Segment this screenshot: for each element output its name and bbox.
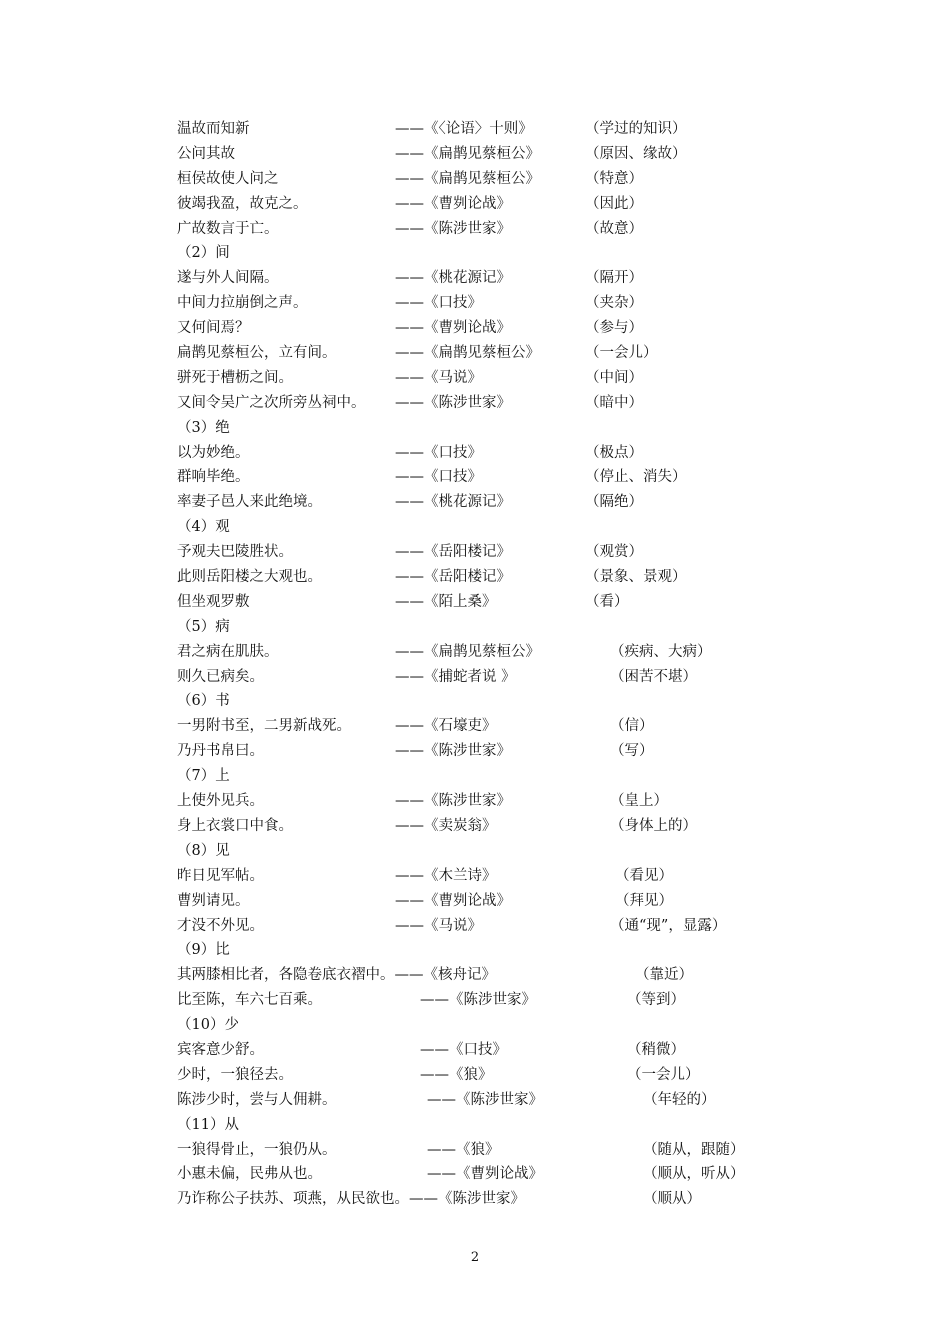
section-heading <box>177 515 777 540</box>
example-row <box>177 864 777 889</box>
word-meaning: （稍微） <box>627 1041 685 1058</box>
word-meaning: （皇上） <box>610 793 668 810</box>
example-row <box>177 341 777 366</box>
word-meaning: （景象、景观） <box>585 569 687 586</box>
section-heading <box>177 689 777 714</box>
word-meaning: （参与） <box>585 320 643 337</box>
example-row <box>177 714 777 739</box>
vocabulary-list <box>177 117 777 1212</box>
example-row <box>177 814 777 839</box>
example-row <box>177 1038 777 1063</box>
word-meaning: （看） <box>585 593 629 610</box>
word-meaning: （拜见） <box>615 892 673 909</box>
example-sentence: 乃诈称公子扶苏、项燕，从民欲也。——《陈涉世家》 <box>177 1191 525 1208</box>
example-sentence: 遂与外人间隔。 <box>177 270 279 287</box>
word-meaning: （夹杂） <box>585 295 643 312</box>
word-meaning: （信） <box>610 718 654 735</box>
example-row <box>177 739 777 764</box>
word-meaning: （学过的知识） <box>585 121 687 137</box>
example-row <box>177 640 777 665</box>
example-row <box>177 1187 777 1212</box>
example-row <box>177 316 777 341</box>
example-row <box>177 366 777 391</box>
source-title: ——《曹刿论战》 <box>395 892 511 909</box>
example-row <box>177 1088 777 1113</box>
word-meaning: （停止、消失） <box>585 469 687 486</box>
source-title: ——《马说》 <box>395 369 482 386</box>
example-row <box>177 565 777 590</box>
example-row <box>177 988 777 1013</box>
source-title: ——《口技》 <box>395 469 482 486</box>
source-title: ——《狼》 <box>420 1066 493 1083</box>
example-sentence: 此则岳阳楼之大观也。 <box>177 569 322 586</box>
source-title: ——《扁鹊见蔡桓公》 <box>395 145 540 162</box>
example-row <box>177 540 777 565</box>
word-meaning: （随从，跟随） <box>643 1141 745 1158</box>
section-heading-text: （6）书 <box>177 693 230 710</box>
example-sentence: 身上衣裳口中食。 <box>177 817 293 834</box>
section-heading-text: （9）比 <box>177 942 230 959</box>
example-row <box>177 590 777 615</box>
source-title: ——《曹刿论战》 <box>395 320 511 337</box>
section-heading-text: （4）观 <box>177 519 230 536</box>
example-row <box>177 441 777 466</box>
word-meaning: （特意） <box>585 170 643 187</box>
example-row <box>177 889 777 914</box>
source-title: ——《曹刿论战》 <box>395 195 511 212</box>
source-title: ——《岳阳楼记》 <box>395 569 511 586</box>
source-title: ——《石壕吏》 <box>395 718 497 735</box>
source-title: ——《扁鹊见蔡桓公》 <box>395 170 540 187</box>
example-sentence: 又何间焉？ <box>177 320 250 337</box>
example-sentence: 温故而知新 <box>177 121 250 137</box>
word-meaning: （写） <box>610 743 654 760</box>
example-row <box>177 142 777 167</box>
example-sentence: 才没不外见。 <box>177 917 264 934</box>
example-row <box>177 465 777 490</box>
section-heading <box>177 764 777 789</box>
section-heading-text: （7）上 <box>177 768 230 785</box>
example-sentence: 乃丹书帛曰。 <box>177 743 264 760</box>
example-sentence: 广故数言于亡。 <box>177 220 279 237</box>
example-sentence: 彼竭我盈，故克之。 <box>177 195 308 212</box>
word-meaning: （隔绝） <box>585 494 643 511</box>
source-title: ——《捕蛇者说 》 <box>395 668 516 685</box>
example-row <box>177 167 777 192</box>
section-heading-text: （10）少 <box>177 1017 239 1034</box>
example-sentence: 陈涉少时，尝与人佣耕。 <box>177 1091 337 1108</box>
example-sentence: 上使外见兵。 <box>177 793 264 810</box>
word-meaning: （隔开） <box>585 270 643 287</box>
example-sentence: 小惠未偏，民弗从也。 <box>177 1166 322 1183</box>
source-title: ——《陈涉世家》 <box>395 220 511 237</box>
source-title: ——《马说》 <box>395 917 482 934</box>
example-sentence: 宾客意少舒。 <box>177 1041 264 1058</box>
word-meaning: （暗中） <box>585 394 643 411</box>
source-title: ——《陈涉世家》 <box>427 1091 543 1108</box>
source-title: ——《桃花源记》 <box>395 494 511 511</box>
source-title: ——《岳阳楼记》 <box>395 544 511 561</box>
example-row <box>177 117 777 142</box>
example-row <box>177 963 777 988</box>
word-meaning: （年轻的） <box>643 1091 716 1108</box>
source-title: ——《〈论语〉十则》 <box>395 121 533 137</box>
example-sentence: 一狼得骨止，一狼仍从。 <box>177 1141 337 1158</box>
section-heading-text: （3）绝 <box>177 419 230 436</box>
word-meaning: （困苦不堪） <box>610 668 697 685</box>
example-row <box>177 391 777 416</box>
word-meaning: （原因、缘故） <box>585 145 687 162</box>
word-meaning: （疾病、大病） <box>610 643 712 660</box>
word-meaning: （极点） <box>585 444 643 461</box>
example-row <box>177 217 777 242</box>
example-sentence: 以为妙绝。 <box>177 444 250 461</box>
word-meaning: （通“现”，显露） <box>610 917 727 934</box>
example-row <box>177 1162 777 1187</box>
example-sentence: 率妻子邑人来此绝境。 <box>177 494 322 511</box>
section-heading <box>177 1113 777 1138</box>
example-sentence: 予观夫巴陵胜状。 <box>177 544 293 561</box>
word-meaning: （因此） <box>585 195 643 212</box>
word-meaning: （等到） <box>627 992 685 1009</box>
example-row <box>177 490 777 515</box>
example-sentence: 比至陈，车六七百乘。 <box>177 992 322 1009</box>
source-title: ——《狼》 <box>427 1141 500 1158</box>
example-sentence: 群响毕绝。 <box>177 469 250 486</box>
source-title: ——《曹刿论战》 <box>427 1166 543 1183</box>
section-heading-text: （2）间 <box>177 245 230 262</box>
source-title: ——《陈涉世家》 <box>395 793 511 810</box>
source-title: ——《口技》 <box>395 444 482 461</box>
section-heading <box>177 615 777 640</box>
word-meaning: （一会儿） <box>585 345 658 362</box>
word-meaning: （故意） <box>585 220 643 237</box>
word-meaning: （靠近） <box>635 967 693 984</box>
source-title: ——《扁鹊见蔡桓公》 <box>395 345 540 362</box>
section-heading <box>177 839 777 864</box>
source-title: ——《口技》 <box>420 1041 507 1058</box>
word-meaning: （一会儿） <box>627 1066 700 1083</box>
example-row <box>177 914 777 939</box>
example-sentence: 曹刿请见。 <box>177 892 250 909</box>
source-title: ——《陌上桑》 <box>395 593 497 610</box>
example-sentence: 昨日见军帖。 <box>177 867 264 884</box>
word-meaning: （身体上的） <box>610 817 697 834</box>
source-title: ——《木兰诗》 <box>395 867 497 884</box>
source-title: ——《扁鹊见蔡桓公》 <box>395 643 540 660</box>
example-sentence: 少时，一狼径去。 <box>177 1066 293 1083</box>
example-sentence: 骈死于槽枥之间。 <box>177 369 293 386</box>
word-meaning: （观赏） <box>585 544 643 561</box>
source-title: ——《陈涉世家》 <box>420 992 536 1009</box>
example-row <box>177 665 777 690</box>
source-title: ——《卖炭翁》 <box>395 817 497 834</box>
source-title: ——《陈涉世家》 <box>395 743 511 760</box>
word-meaning: （顺从，听从） <box>643 1166 745 1183</box>
example-row <box>177 291 777 316</box>
example-sentence: 但坐观罗敷 <box>177 593 250 610</box>
example-row <box>177 192 777 217</box>
example-sentence: 一男附书至，二男新战死。 <box>177 718 351 735</box>
example-row <box>177 1138 777 1163</box>
section-heading-text: （8）见 <box>177 842 230 859</box>
section-heading-text: （11）从 <box>177 1116 239 1133</box>
section-heading <box>177 938 777 963</box>
source-title: ——《口技》 <box>395 295 482 312</box>
example-row <box>177 1063 777 1088</box>
section-heading-text: （5）病 <box>177 618 230 635</box>
section-heading <box>177 241 777 266</box>
source-title: ——《陈涉世家》 <box>395 394 511 411</box>
section-heading <box>177 1013 777 1038</box>
example-row <box>177 266 777 291</box>
page-number: 2 <box>470 1250 480 1265</box>
example-sentence: 扁鹊见蔡桓公，立有间。 <box>177 345 337 362</box>
source-title: ——《桃花源记》 <box>395 270 511 287</box>
section-heading <box>177 416 777 441</box>
example-sentence: 桓侯故使人问之 <box>177 170 279 187</box>
word-meaning: （顺从） <box>643 1191 701 1208</box>
example-row <box>177 789 777 814</box>
word-meaning: （看见） <box>615 867 673 884</box>
word-meaning: （中间） <box>585 369 643 386</box>
example-sentence: 其两膝相比者，各隐卷底衣褶中。——《核舟记》 <box>177 967 496 984</box>
example-sentence: 则久已病矣。 <box>177 668 264 685</box>
example-sentence: 中间力拉崩倒之声。 <box>177 295 308 312</box>
example-sentence: 又间令吴广之次所旁丛祠中。 <box>177 394 366 411</box>
example-sentence: 公问其故 <box>177 145 235 162</box>
example-sentence: 君之病在肌肤。 <box>177 643 279 660</box>
